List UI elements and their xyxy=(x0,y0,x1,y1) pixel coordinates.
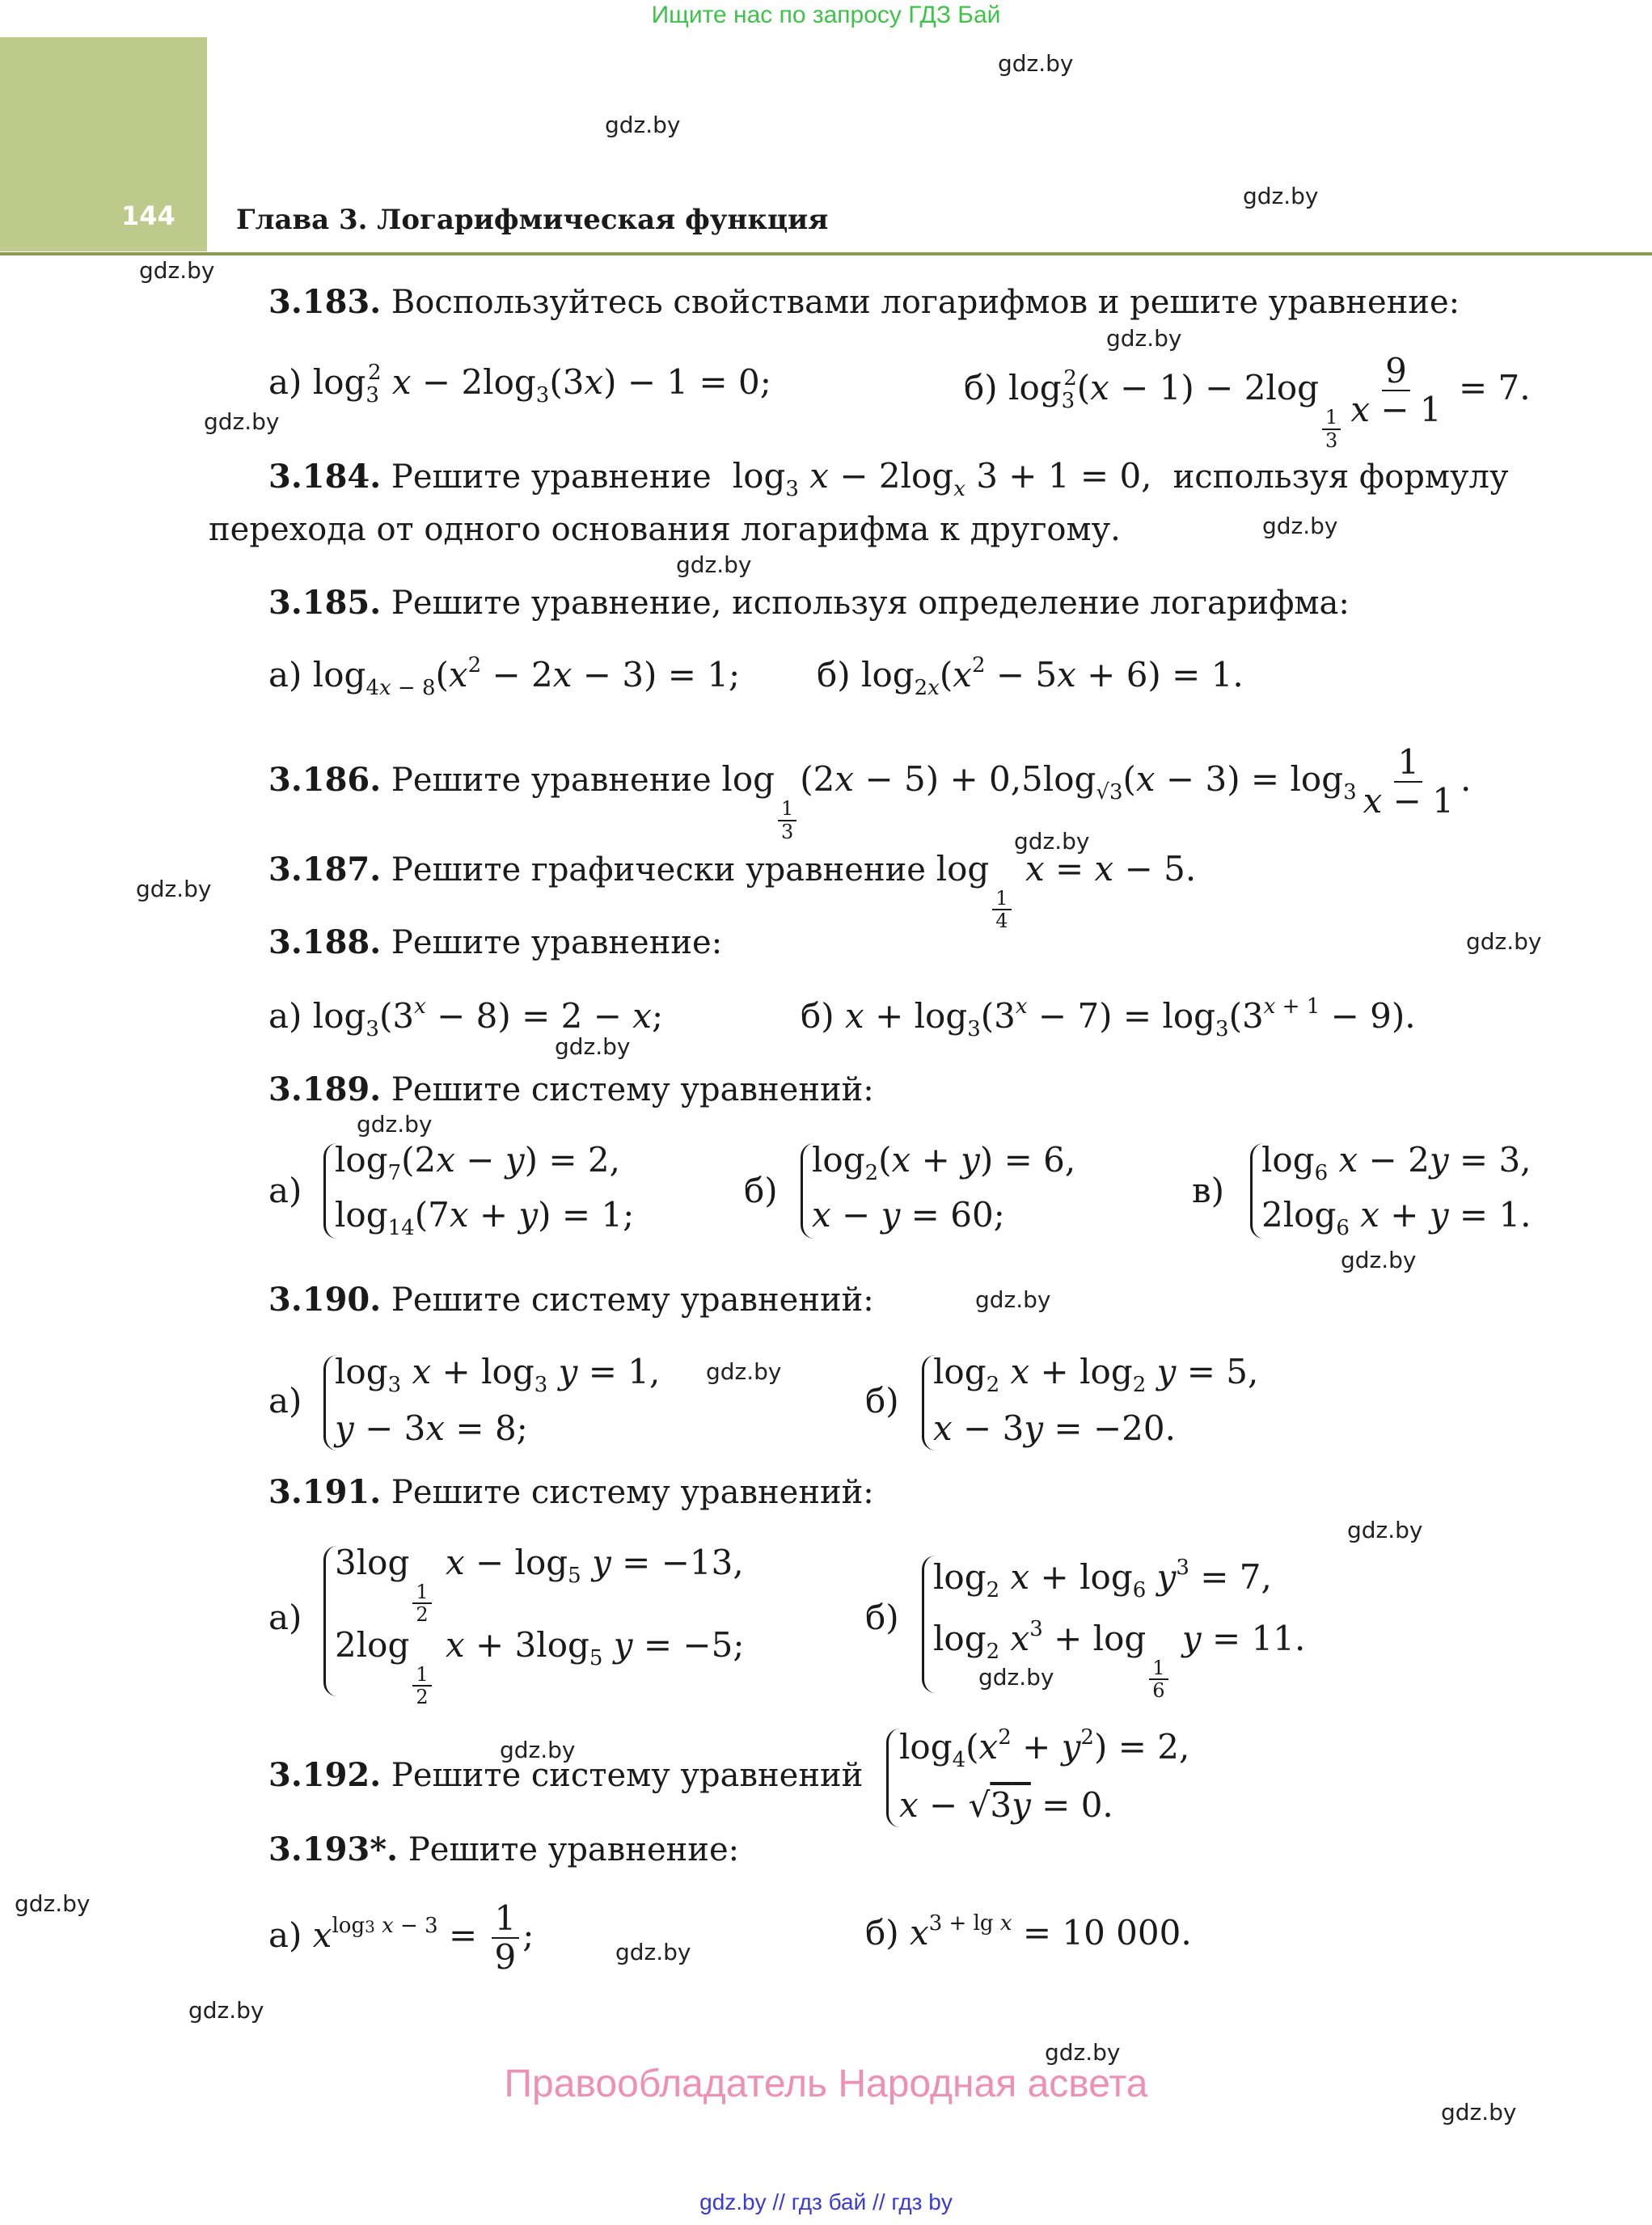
problem-text: Решите систему уравнений: xyxy=(391,1071,874,1108)
equation-3-193-b: б) $x^{3 + lg x} = 10$ 000. xyxy=(865,1911,1192,1953)
problem-number: 3.188. xyxy=(268,923,382,961)
problem-text: Решите систему уравнений: xyxy=(391,1281,874,1319)
watermark[interactable]: gdz.by xyxy=(998,50,1074,77)
equation-3-191-a-2: 2log $\frac{1}{2}$ $x + 3\log_5$ y = −5; xyxy=(335,1625,745,1709)
problem-3-188 xyxy=(268,923,722,961)
equation-3-183-a: а) $\log_3^2 x - 2\log_3(3x) - 1 = 0$; xyxy=(268,361,771,407)
item-label: б) xyxy=(801,996,834,1036)
problem-text: используя формулу xyxy=(1172,458,1509,496)
problem-3-190 xyxy=(268,1281,874,1319)
equation-3-189-a-1: $\log_7(2x - y) = 2$, xyxy=(335,1140,620,1185)
problem-number: 3.191. xyxy=(268,1473,382,1511)
problem-3-193 xyxy=(268,1830,739,1868)
watermark[interactable]: gdz.by xyxy=(15,1890,91,1917)
problem-number: 3.184. xyxy=(268,458,382,496)
item-label: а) xyxy=(268,996,302,1036)
equation-3-191-b-2: $\log_2 x^3 + \log$ $\frac{1}{6}$ y = 11. xyxy=(933,1617,1306,1703)
watermark[interactable]: gdz.by xyxy=(139,257,215,284)
problem-3-185 xyxy=(268,584,1350,622)
equation-3-193-a: а) $x^{log3 x - 3}$ = $\frac{1}{9}$ ; xyxy=(268,1898,534,1978)
watermark[interactable]: gdz.by xyxy=(1347,1517,1423,1543)
item-label: а) xyxy=(268,1381,302,1421)
item-label: а) xyxy=(268,1171,302,1210)
header-rule xyxy=(0,252,1652,255)
watermark[interactable]: gdz.by xyxy=(555,1033,631,1060)
equation-3-190-b-2: x − 3y = −20. xyxy=(933,1408,1176,1448)
equation-3-190-a-2: y − 3x = 8; xyxy=(335,1408,528,1448)
item-label: б) xyxy=(865,1381,899,1421)
watermark[interactable]: gdz.by xyxy=(1106,325,1182,352)
equation-3-189-c-1: $\log_6 x - 2y = 3$, xyxy=(1261,1140,1532,1185)
problem-number: 3.192. xyxy=(268,1756,382,1794)
equation-3-191-b-1: $\log_2 x + \log_6 y^3 = 7$, xyxy=(933,1556,1272,1602)
watermark[interactable]: gdz.by xyxy=(1441,2099,1517,2126)
problem-number: 3.189. xyxy=(268,1070,382,1108)
problem-text: Решите уравнение: xyxy=(408,1831,740,1868)
watermark[interactable]: gdz.by xyxy=(1262,513,1338,539)
problem-3-184-line2: перехода от одного основания логарифма к другому. xyxy=(209,511,1121,548)
equation-3-189-c-2: $2\log_6$ x + y = 1. xyxy=(1261,1195,1532,1240)
equation-3-188-a: а) $\log_3(3^x - 8) = 2 - x$; xyxy=(268,994,664,1041)
watermark[interactable]: gdz.by xyxy=(1341,1247,1417,1273)
watermark[interactable]: gdz.by xyxy=(605,112,681,138)
watermark[interactable]: gdz.by xyxy=(204,408,280,435)
item-label: а) xyxy=(268,1598,302,1637)
problem-text: Решите графически уравнение xyxy=(391,851,926,889)
equation-3-192-1: $\log_4(x^2 + y^2) = 2$, xyxy=(899,1725,1190,1772)
problem-number: 3.193*. xyxy=(268,1830,399,1868)
equation-3-185-a: а) $\log_{4x - 8}(x^2 - 2x - 3) = 1$; xyxy=(268,653,741,700)
equation-3-190-a-1: $\log_3 x + \log_3 y = 1$, xyxy=(335,1352,661,1397)
watermark[interactable]: gdz.by xyxy=(975,1286,1051,1313)
equation-3-192-2: x − √3y = 0. xyxy=(899,1785,1113,1825)
watermark[interactable]: gdz.by xyxy=(500,1737,576,1763)
equation-3-189-b-1: $\log_2(x + y) = 6$, xyxy=(812,1140,1076,1185)
problem-3-191 xyxy=(268,1473,874,1511)
problem-text: Решите систему уравнений: xyxy=(391,1474,874,1511)
problem-number: 3.190. xyxy=(268,1281,382,1319)
system-brace xyxy=(886,1729,900,1827)
watermark[interactable]: gdz.by xyxy=(1466,928,1542,955)
watermark[interactable]: gdz.by xyxy=(1014,828,1090,855)
problem-3-189 xyxy=(268,1070,874,1108)
item-label: б) xyxy=(964,368,998,408)
item-label: а) xyxy=(268,655,302,695)
equation-3-183-b: б) $\log_3^2(x - 1) - 2\log$ $\frac{1}{3}$ $\frac{9}{x - 1}$ = 7. xyxy=(964,351,1531,452)
top-banner[interactable]: Ищите нас по запросу ГДЗ Бай xyxy=(651,2,1001,28)
watermark[interactable]: gdz.by xyxy=(188,1997,264,2024)
problem-text: Решите уравнение xyxy=(391,762,712,800)
watermark[interactable]: gdz.by xyxy=(136,876,212,902)
problem-text: Воспользуйтесь свойствами логарифмов и решите уравнение: xyxy=(391,284,1460,321)
page-number: 144 xyxy=(121,201,175,231)
equation-3-190-b-1: $\log_2 x + \log_2 y = 5$, xyxy=(933,1352,1259,1397)
problem-text: Решите уравнение, используя определение логарифма: xyxy=(391,585,1350,622)
watermark[interactable]: gdz.by xyxy=(1243,183,1319,209)
item-label: а) xyxy=(268,1915,302,1956)
chapter-title: Глава 3. Логарифмическая функция xyxy=(236,204,829,236)
bottom-links[interactable]: gdz.by // гдз бай // гдз by xyxy=(699,2189,953,2214)
item-label: б) xyxy=(865,1598,899,1637)
item-label: б) xyxy=(865,1913,899,1953)
problem-text: Решите уравнение xyxy=(391,458,712,496)
item-label: б) xyxy=(817,655,851,695)
problem-3-186: 3.186. Решите уравнение log $\frac{1}{3}$ $(2x - 5) + 0,5\log_{√3}(x - 3) = \log_3$ $\frac{1}{x - 1}$ . xyxy=(268,742,1472,843)
watermark[interactable]: gdz.by xyxy=(1045,2039,1121,2066)
problem-3-187: 3.187. Решите графически уравнение log $\frac{1}{4}$ x = x − 5. xyxy=(268,849,1197,933)
problem-number: 3.187. xyxy=(268,851,382,889)
problem-3-183 xyxy=(268,283,1460,321)
problem-text: Решите систему уравнений xyxy=(391,1757,864,1794)
item-label: в) xyxy=(1192,1171,1225,1210)
problem-3-184: 3.184. Решите уравнение $\log_3 x - 2\log_x$ 3 + 1 = 0, используя формулу xyxy=(268,456,1509,501)
watermark[interactable]: gdz.by xyxy=(615,1939,691,1965)
watermark[interactable]: gdz.by xyxy=(357,1111,433,1138)
equation-3-188-b: б) $x + \log_3(3^x - 7) = \log_3(3^{x + 1} - 9)$. xyxy=(801,994,1416,1041)
page-corner-block xyxy=(0,37,207,251)
copyright-credit: Правообладатель Народная асвета xyxy=(504,2062,1148,2105)
watermark[interactable]: gdz.by xyxy=(706,1358,782,1385)
problem-text: Решите уравнение: xyxy=(391,924,723,961)
problem-number: 3.185. xyxy=(268,584,382,622)
problem-number: 3.186. xyxy=(268,761,382,800)
problem-3-192 xyxy=(268,1756,863,1794)
watermark[interactable]: gdz.by xyxy=(676,551,752,578)
item-label: а) xyxy=(268,362,302,402)
equation-3-185-b: б) $\log_{2x}(x^2 - 5x + 6) = 1$. xyxy=(817,653,1244,700)
equation-3-189-a-2: $\log_{14}(7x + y) = 1$; xyxy=(335,1195,635,1240)
equation-3-189-b-2: x − y = 60; xyxy=(812,1195,1005,1235)
equation-3-191-a-1: 3log $\frac{1}{2}$ $x - \log_5 y = -13$, xyxy=(335,1543,744,1627)
watermark[interactable]: gdz.by xyxy=(978,1664,1054,1691)
problem-number: 3.183. xyxy=(268,283,382,321)
item-label: б) xyxy=(744,1171,778,1210)
